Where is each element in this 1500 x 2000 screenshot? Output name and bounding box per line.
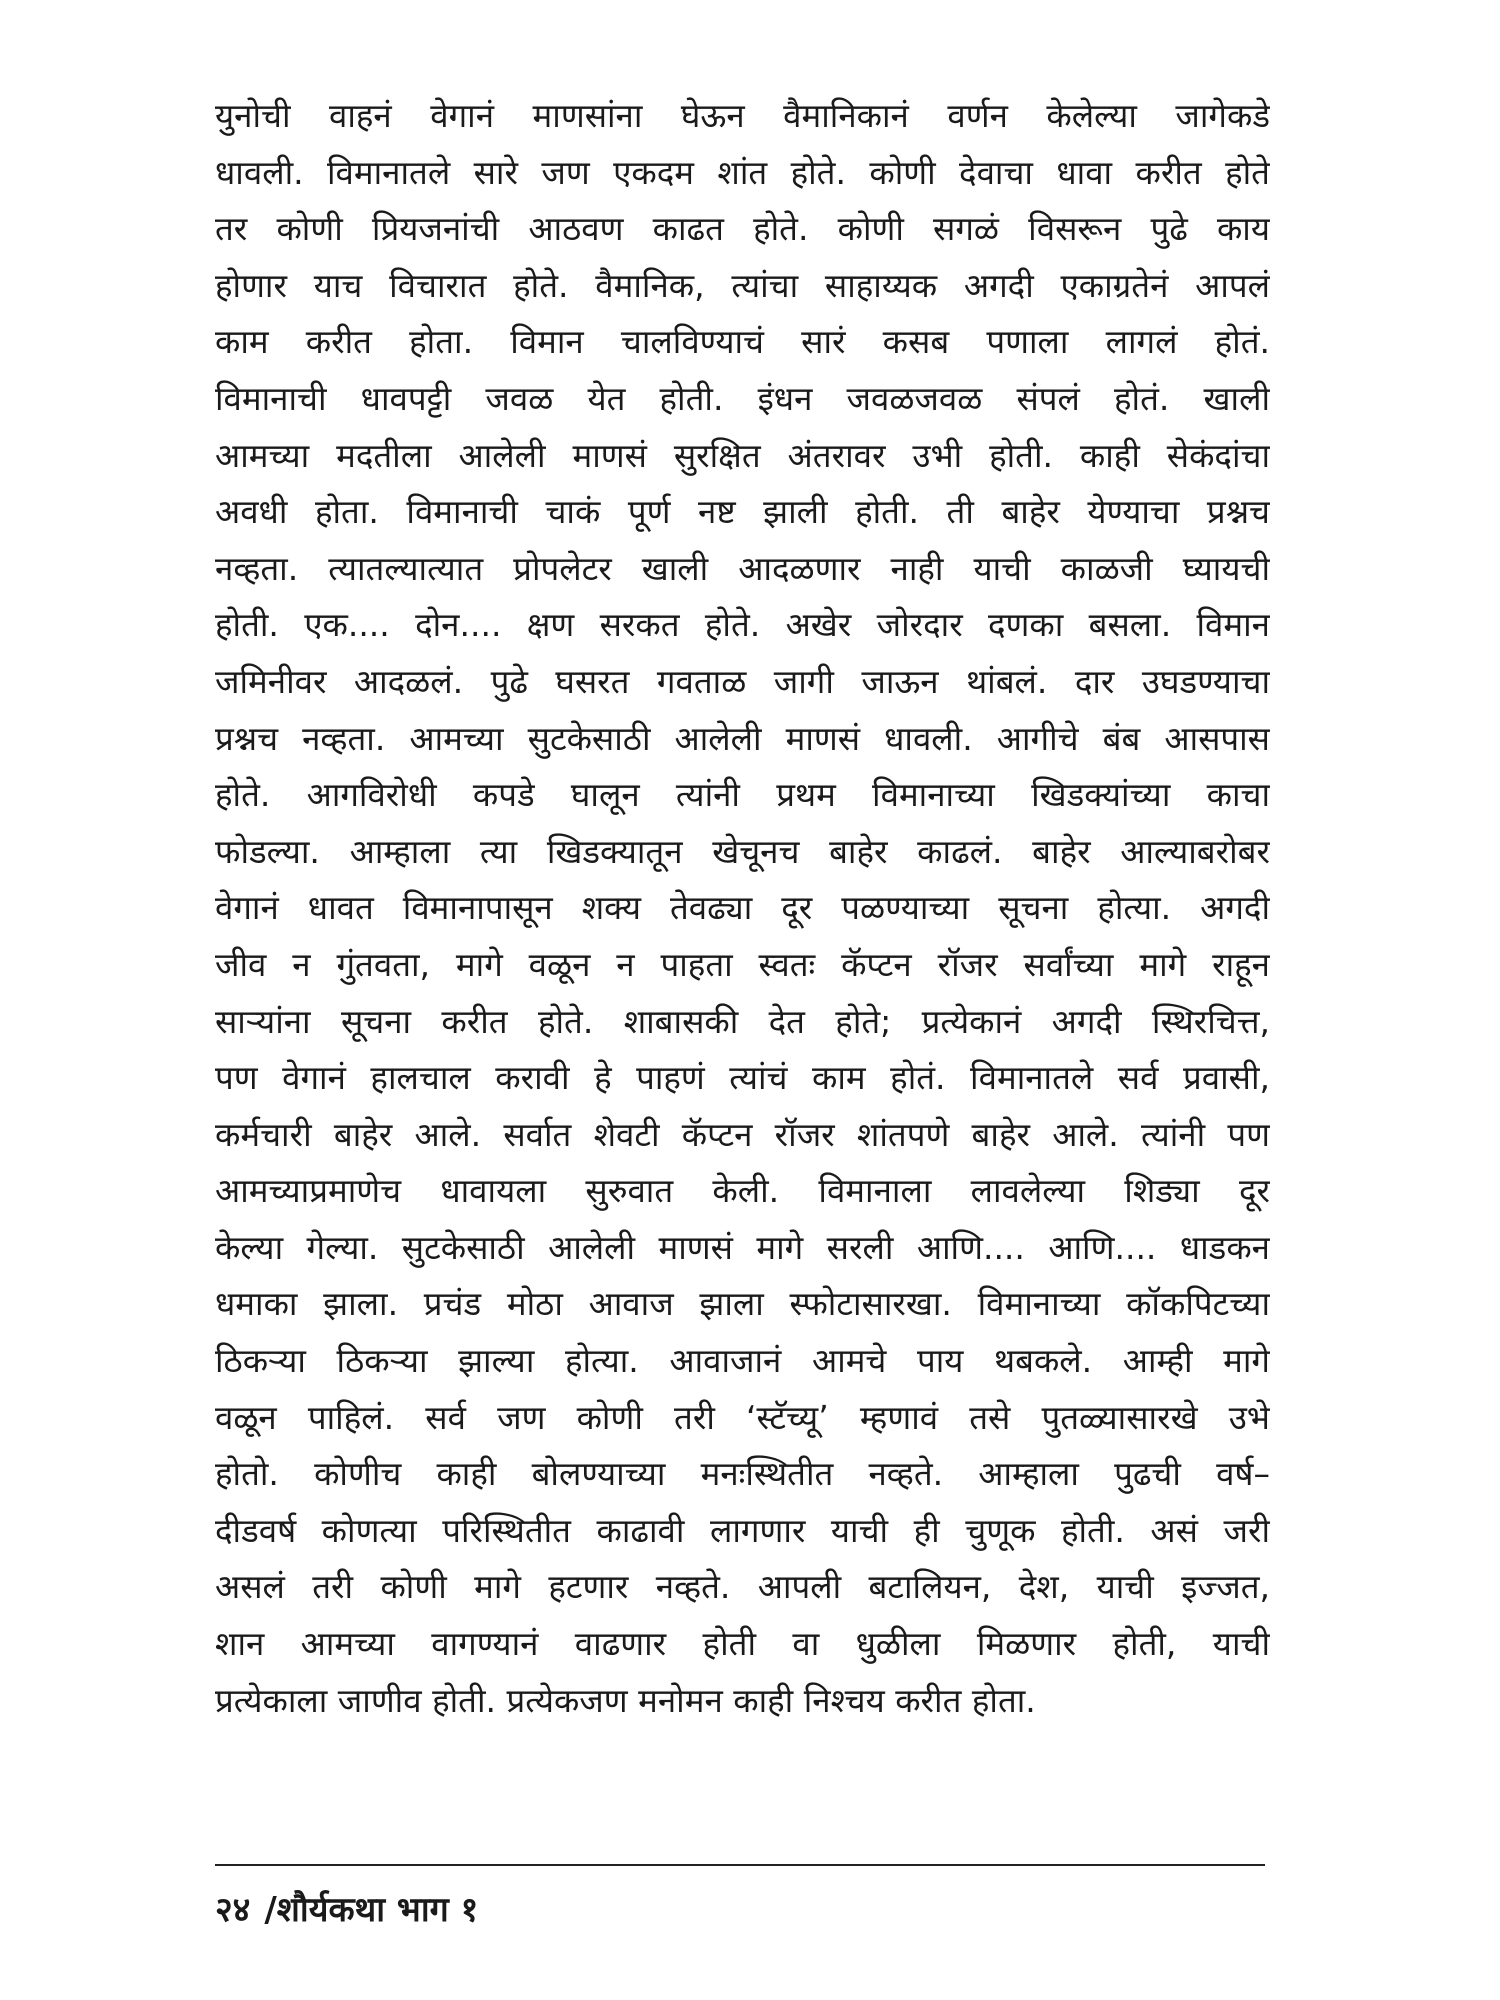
book-title: /शौर्यकथा भाग १ [264,1890,479,1930]
page-number: २४ [215,1890,251,1930]
text-line: होणार याच विचारात होते. वैमानिक, त्यांचा साहाय्यक अगदी एकाग्रतेनं आपलं [215,265,1270,305]
text-line: वळून पाहिलं. सर्व जण कोणी तरी ‘स्टॅच्यू’ म्हणावं तसे पुतळ्यासारखे उभे [215,1397,1270,1437]
text-line: काम करीत होता. विमान चालविण्याचं सारं कसब पणाला लागलं होतं. [215,322,1270,362]
text-line: होते. आगविरोधी कपडे घालून त्यांनी प्रथम विमानाच्या खिडक्यांच्या काचा [215,775,1270,815]
text-line: केल्या गेल्या. सुटकेसाठी आलेली माणसं मागे सरली आणि.... आणि.... धाडकन [215,1227,1270,1267]
text-line: शान आमच्या वागण्यानं वाढणार होती वा धुळीला मिळणार होती, याची [215,1624,1270,1664]
text-line: जीव न गुंतवता, मागे वळून न पाहता स्वतः कॅप्टन रॉजर सर्वांच्या मागे राहून [215,944,1270,984]
text-line: नव्हता. त्यातल्यात्यात प्रोपलेटर खाली आदळणार नाही याची काळजी घ्यायची [215,548,1270,588]
text-line: धमाका झाला. प्रचंड मोठा आवाज झाला स्फोटासारखा. विमानाच्या कॉकपिटच्या [215,1284,1270,1324]
body-text [215,88,1270,1729]
footer-divider [215,1864,1265,1866]
text-line: असलं तरी कोणी मागे हटणार नव्हते. आपली बटालियन, देश, याची इज्जत, [215,1567,1270,1607]
text-line: प्रश्नच नव्हता. आमच्या सुटकेसाठी आलेली माणसं धावली. आगीचे बंब आसपास [215,718,1270,758]
text-line: होती. एक.... दोन.... क्षण सरकत होते. अखेर जोरदार दणका बसला. विमान [215,605,1270,645]
text-line: अवधी होता. विमानाची चाकं पूर्ण नष्ट झाली होती. ती बाहेर येण्याचा प्रश्नच [215,492,1270,532]
text-line: जमिनीवर आदळलं. पुढे घसरत गवताळ जागी जाऊन थांबलं. दार उघडण्याचा [215,661,1270,701]
text-line: दीडवर्ष कोणत्या परिस्थितीत काढावी लागणार याची ही चुणूक होती. असं जरी [215,1510,1270,1550]
text-line: फोडल्या. आम्हाला त्या खिडक्यातून खेचूनच बाहेर काढलं. बाहेर आल्याबरोबर [215,831,1270,871]
text-line: प्रत्येकाला जाणीव होती. प्रत्येकजण मनोमन काही निश्चय करीत होता. [215,1680,1036,1720]
text-line: होतो. कोणीच काही बोलण्याच्या मनःस्थितीत नव्हते. आम्हाला पुढची वर्ष– [215,1454,1270,1494]
text-line: आमच्या मदतीला आलेली माणसं सुरक्षित अंतरावर उभी होती. काही सेकंदांचा [215,435,1270,475]
text-line: युनोची वाहनं वेगानं माणसांना घेऊन वैमानिकानं वर्णन केलेल्या जागेकडे [215,96,1270,135]
text-line: तर कोणी प्रियजनांची आठवण काढत होते. कोणी सगळं विसरून पुढे काय [215,209,1270,249]
text-line: विमानाची धावपट्टी जवळ येत होती. इंधन जवळजवळ संपलं होतं. खाली [215,378,1270,418]
page-footer [215,1888,478,1932]
text-line: सार्‍यांना सूचना करीत होते. शाबासकी देत होते; प्रत्येकानं अगदी स्थिरचित्त, [215,1001,1270,1041]
text-line: ठिकर्‍या ठिकर्‍या झाल्या होत्या. आवाजानं आमचे पाय थबकले. आम्ही मागे [215,1341,1270,1381]
text-line: धावली. विमानातले सारे जण एकदम शांत होते. कोणी देवाचा धावा करीत होते [215,152,1270,192]
text-line: पण वेगानं हालचाल करावी हे पाहणं त्यांचं काम होतं. विमानातले सर्व प्रवासी, [215,1058,1270,1098]
text-line: कर्मचारी बाहेर आले. सर्वात शेवटी कॅप्टन रॉजर शांतपणे बाहेर आले. त्यांनी पण [215,1114,1270,1154]
text-line: आमच्याप्रमाणेच धावायला सुरुवात केली. विमानाला लावलेल्या शिड्या दूर [215,1171,1270,1211]
text-line: वेगानं धावत विमानापासून शक्य तेवढ्या दूर पळण्याच्या सूचना होत्या. अगदी [215,888,1270,928]
